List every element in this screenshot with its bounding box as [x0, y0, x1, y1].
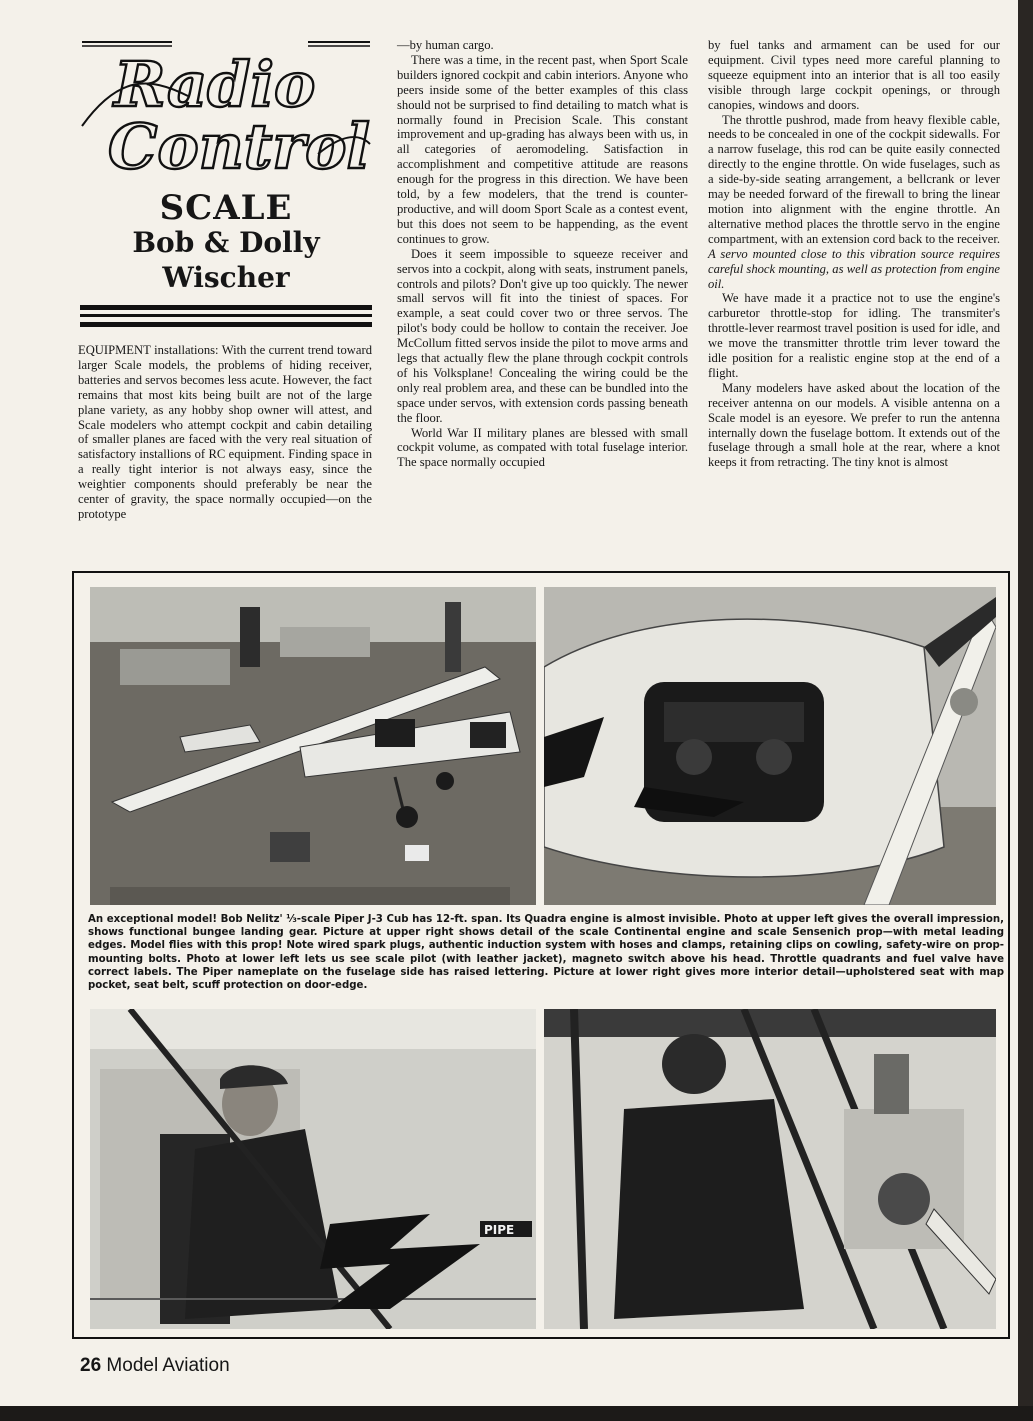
photo-scale-pilot: [90, 1009, 536, 1329]
lead-in: EQUIPMENT: [78, 343, 151, 357]
page-footer: [80, 1355, 230, 1377]
title-rule: [80, 322, 372, 327]
author-name-line-1: Bob & Dolly: [132, 226, 320, 259]
paragraph: The throttle pushrod, made from heavy flexible cable, needs to be concealed in one of the cockpit sidewalls. For a narrow fuselage, this rod can be quite easily connected directly to the engine throttle. On wide fuselages, such as a side-by-side seating arrangement, a bellcrank or lever may be needed forward of the firewall to bring the linear motion into alignment with the engine throttle. An alternative method places the throttle servo in the engine compartment, with an extension cord back to the receiver. A servo mounted close to this vibration source requires careful shock mounting, as well as protection from engine oil.: [708, 112, 1000, 291]
section-title: SCALE: [159, 188, 293, 228]
article-column-2: [397, 38, 688, 470]
article-column-1: [78, 343, 372, 522]
paragraph: —by human cargo.: [397, 38, 494, 52]
photo-engine-prop: [544, 587, 996, 905]
photo-caption: An exceptional model! Bob Nelitz' ⅓-scale Piper J-3 Cub has 12-ft. span. Its Quadra engine is almost invisible. Photo at upper left gives the overall impression, shows functional bungee landing gear. Picture at upper right shows detail of the scale Continental engine and scale Sensenich prop—with metal leading edges. Model flies with this prop! Note wired spark plugs, authentic induction system with hoses and clamps, retaining clips on cowling, safety-wire on prop-mounting bolts. Photo at lower left lets us see scale pilot (with leather jacket), magneto switch above his head. Throttle quadrants and fuel valve have correct labels. The Piper nameplate on the fuselage side has raised lettering. Picture at lower right gives more interior detail—upholstered seat with map pocket, seat belt, scuff protection on door-edge.: [88, 914, 1004, 992]
photo-panel: [72, 571, 1010, 1339]
photo-overall-cub: [90, 587, 536, 905]
paragraph: There was a time, in the recent past, when Sport Scale builders ignored cockpit and cabin interiors. Anyone who peers inside some of the better examples of this class should not be surprised to find detailing to match what is normally found in Precision Scale. This constant improvement and up-grading has always been with us, in all categories of aeromodeling. Satisfaction in accomplishment and competitive attitude are reasons enough for the progress in this direction. We have been told, by a few modelers, that the trend is counter-productive, and will doom Sport Scale as a contest event, but this does not seem to be happending, as the event continues to grow.: [397, 52, 688, 246]
title-rule: [80, 305, 372, 310]
radio-control-logo: [78, 36, 374, 186]
logo-word-radio: Radio: [114, 48, 316, 121]
italic-note: A servo mounted close to this vibration source requires careful shock mounting, as well as protection from engine oil.: [708, 246, 1000, 291]
title-rule: [80, 314, 372, 317]
photo-cockpit-interior: [544, 1009, 996, 1329]
piper-nameplate: PIPE: [484, 1223, 515, 1237]
column-header: [78, 36, 374, 336]
page-edge-right: [1018, 0, 1033, 1421]
author-name-line-2: Wischer: [162, 261, 290, 294]
paragraph: EQUIPMENT installations: With the current trend toward larger Scale models, the problems of hiding receiver, batteries and servos becomes less acute. However, the fact remains that most kits being built are not of the large plane variety, as any hobby shop owner will attest, and Scale modelers who attempt cockpit and cabin detailing of smaller planes are faced with the very real situation of satisfactory installions of RC equipment. Finding space in a really tight interior is not always easy, since the weightier components should preferably be near the center of gravity, the space normally occupied—on the prototype: [78, 343, 372, 521]
page-edge-bottom: [0, 1406, 1033, 1421]
article-column-3: [708, 38, 1000, 470]
paragraph: World War II military planes are blessed with small cockpit volume, as compated with total fuselage interior. The space normally occupied: [397, 425, 688, 470]
paragraph: Many modelers have asked about the location of the receiver antenna on our models. A visible antenna on a Scale model is an eyesore. We prefer to run the antenna internally down the fuselage bottom. It extends out of the fuselage through a small hole at the rear, where a knot keeps it from retracting. The tiny knot is almost: [708, 380, 1000, 470]
page-number: 26: [80, 1355, 102, 1376]
paragraph: by fuel tanks and armament can be used for our equipment. Civil types need more careful planning to squeeze equipment into an interior that is all too easily visible through large cockpit openings, or through canopies, windows and doors.: [708, 38, 1000, 112]
logo-word-control: Control: [108, 110, 370, 183]
paragraph: Does it seem impossible to squeeze receiver and servos into a cockpit, along with seats, instrument panels, controls and pilots? Don't give up too quickly. The newer small servos will fit into the tiniest of spaces. For example, a seat could cover two or three servos. The pilot's body could be hollow to contain the receiver. Joe McCollum fitted servos inside the pilot to move arms and legs that actually flew the plane through cockpit controls of his Volksplane! Concealing the wiring could be the only real problem area, and these can be bundled into the space under servos, with extension cords passing beneath the floor.: [397, 246, 688, 425]
magazine-name: Model Aviation: [106, 1355, 230, 1376]
paragraph: We have made it a practice not to use the engine's carburetor throttle-stop for idling. The transmiter's throttle-lever rearmost travel position is used for idle, and we move the transmitter throttle trim lever toward the idle position for a realistic engine stop at the end of a flight.: [708, 291, 1000, 380]
